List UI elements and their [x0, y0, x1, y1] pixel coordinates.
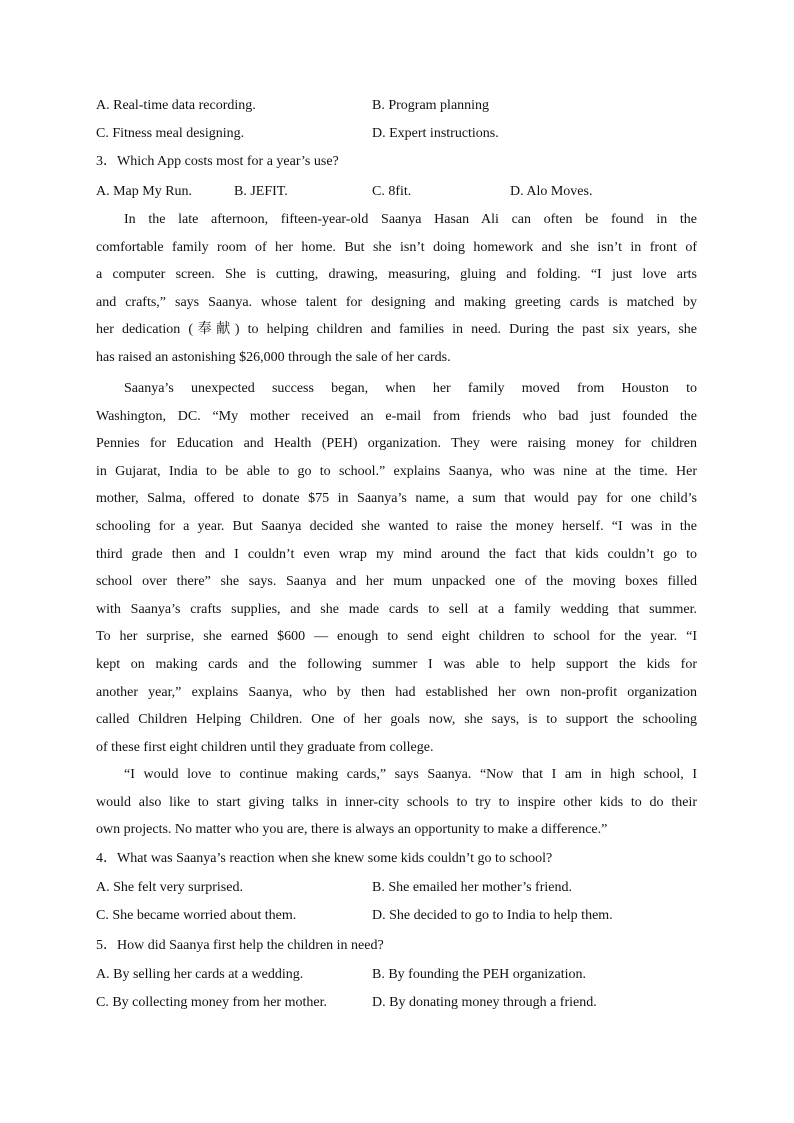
- q2-option-b: B. Program planning: [372, 98, 490, 113]
- passage-line: her dedication (奉献) to helping children and families in need. During the past six years, she: [96, 322, 697, 338]
- q3-stem: 3．Which App costs most for a year’s use?: [96, 154, 339, 169]
- q4-option-d: D. She decided to go to India to help them.: [372, 908, 613, 923]
- passage-paragraph-2: [96, 375, 697, 761]
- passage-line: kept on making cards and the following summer I was able to help support the kids for: [96, 656, 697, 672]
- q3-option-c: C. 8fit.: [372, 184, 412, 199]
- q3-option-a: A. Map My Run.: [96, 184, 193, 199]
- passage-line: has raised an astonishing $26,000 through the sale of her cards.: [96, 349, 451, 365]
- passage-line: Washington, DC. “My mother received an e-mail from friends who bad just founded the: [96, 408, 697, 424]
- passage-line: schooling for a year. But Saanya decided she wanted to raise the money herself. “I was in the: [96, 518, 697, 534]
- q3-option-d: D. Alo Moves.: [510, 184, 593, 199]
- q4-option-a: A. She felt very surprised.: [96, 880, 243, 895]
- passage-line: Pennies for Education and Health (PEH) organization. They were raising money for children: [96, 436, 697, 452]
- passage-line: called Children Helping Children. One of her goals now, she says, is to support the schooling: [96, 712, 697, 728]
- passage-line: In the late afternoon, fifteen-year-old Saanya Hasan Ali can often be found in the: [124, 212, 697, 227]
- passage-line: in Gujarat, India to be able to go to school.” explains Saanya, who was nine at the time. Her: [96, 463, 697, 479]
- q3-option-b: B. JEFIT.: [234, 184, 288, 199]
- q5-option-c: C. By collecting money from her mother.: [96, 995, 327, 1010]
- passage-line: a computer screen. She is cutting, drawing, measuring, gluing and folding. “I just love arts: [96, 267, 697, 283]
- passage-line: with Saanya’s crafts supplies, and she made cards to sell at a family wedding that summer.: [96, 601, 697, 617]
- passage-line: mother, Salma, offered to donate $75 in Saanya’s name, a sum that would pay for one child’s: [96, 491, 697, 507]
- passage-line: own projects. No matter who you are, there is always an opportunity to make a difference.”: [96, 822, 608, 838]
- passage-paragraph-1: [96, 206, 697, 372]
- passage-line: school over there” she says. Saanya and her mum unpacked one of the moving boxes filled: [96, 574, 697, 590]
- q5-option-d: D. By donating money through a friend.: [372, 995, 597, 1010]
- q4-stem: 4．What was Saanya’s reaction when she knew some kids couldn’t go to school?: [96, 851, 553, 866]
- passage-line: of these first eight children until they graduate from college.: [96, 739, 434, 755]
- passage-line: would also like to start giving talks in inner-city schools to try to inspire other kids to do their: [96, 794, 697, 810]
- passage-line: To her surprise, she earned $600 — enough to send eight children to school for the year. “I: [96, 629, 697, 645]
- q5-option-b: B. By founding the PEH organization.: [372, 967, 586, 982]
- passage-line: Saanya’s unexpected success began, when her family moved from Houston to: [124, 381, 697, 396]
- q2-option-c: C. Fitness meal designing.: [96, 126, 245, 141]
- q4-option-c: C. She became worried about them.: [96, 908, 297, 923]
- passage-line: “I would love to continue making cards,” says Saanya. “Now that I am in high school, I: [124, 767, 697, 782]
- q4-option-b: B. She emailed her mother’s friend.: [372, 880, 572, 895]
- passage-paragraph-3: [96, 761, 697, 844]
- q5-option-a: A. By selling her cards at a wedding.: [96, 967, 304, 982]
- q5-stem: 5．How did Saanya first help the children in need?: [96, 938, 384, 953]
- q2-option-d: D. Expert instructions.: [372, 126, 499, 141]
- passage-line: another year,” explains Saanya, who by then had established her own non-profit organization: [96, 684, 697, 700]
- passage-line: third grade then and I couldn’t even wrap my mind around the fact that kids couldn’t go to: [96, 546, 697, 562]
- passage-line: and crafts,” says Saanya. whose talent for designing and making greeting cards is matched by: [96, 294, 697, 310]
- q2-option-a: A. Real-time data recording.: [96, 98, 256, 113]
- passage-line: comfortable family room of her home. But she isn’t doing homework and she isn’t in front of: [96, 239, 697, 255]
